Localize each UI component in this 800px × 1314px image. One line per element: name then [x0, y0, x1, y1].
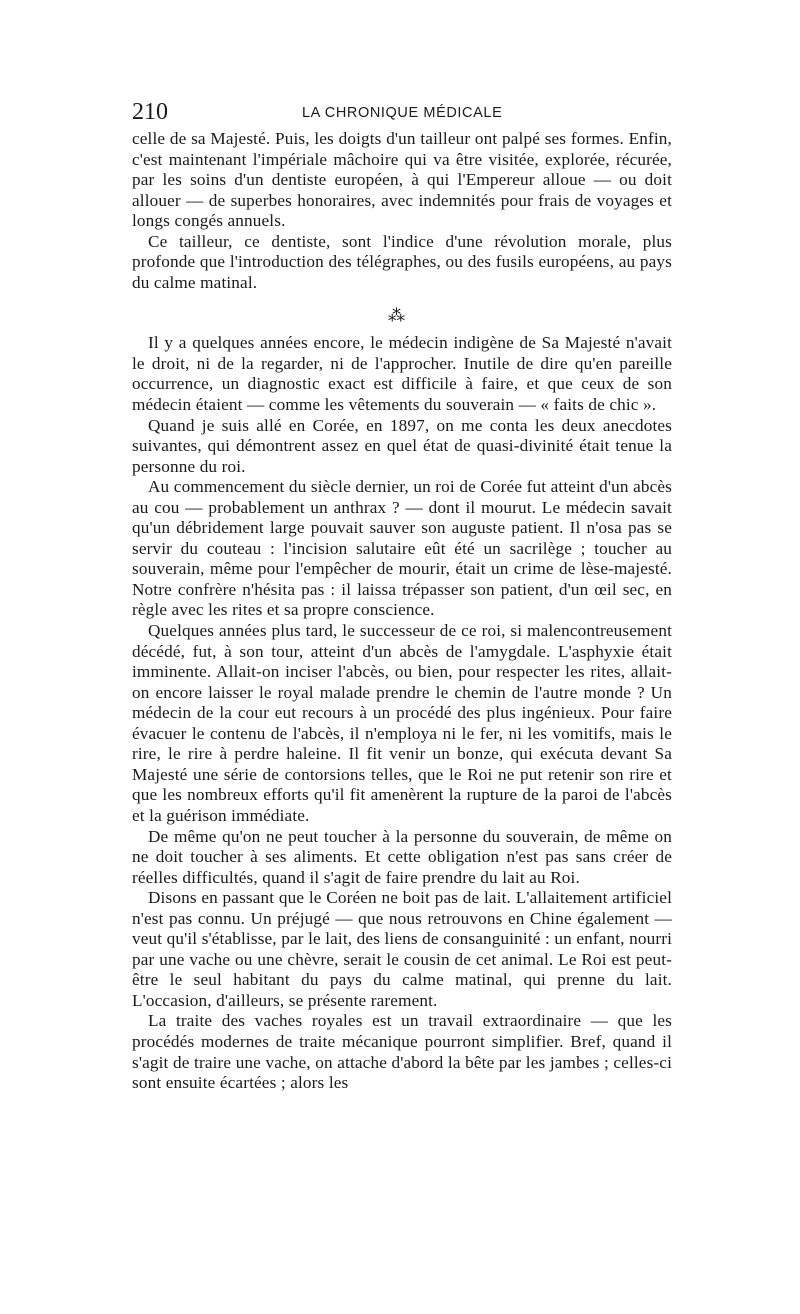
page-header [132, 98, 672, 126]
paragraph: Quand je suis allé en Corée, en 1897, on me conta les deux anecdotes suivantes, qui démontrent assez en quel état de quasi-divinité était tenue la personne du roi. [132, 415, 672, 476]
paragraph: Ce tailleur, ce dentiste, sont l'indice d'une révolution morale, plus profonde que l'introduction des télégraphes, ou des fusils européens, au pays du calme matinal. [132, 231, 672, 292]
running-title: LA CHRONIQUE MÉDICALE [302, 105, 503, 121]
body-text [132, 129, 672, 1094]
paragraph: Quelques années plus tard, le successeur de ce roi, si malencontreusement décédé, fut, à son tour, atteint d'un abcès de l'amygdale. L'asphyxie était imminente. Allait-on inciser l'abcès, ou bien, pour respecter les rites, allait-on encore laisser le royal malade prendre le chemin de l'autre monde ? Un médecin de la cour eut recours à un procédé des plus ingénieux. Pour faire évacuer le contenu de l'abcès, il n'employa ni le fer, ni les vomitifs, mais le rire, le rire à perdre haleine. Il fit venir un bonze, qui exécuta devant Sa Majesté une série de contorsions telles, que le Roi ne put retenir son rire et que les nombreux efforts qu'il fit amenèrent la rupture de la paroi de l'abcès et la guérison immédiate. [132, 621, 672, 825]
paragraph: De même qu'on ne peut toucher à la personne du souverain, de même on ne doit toucher à ses aliments. Et cette obligation n'est pas sans créer de réelles difficultés, quand il s'agit de faire prendre du lait au Roi. [132, 826, 672, 887]
paragraph: Au commencement du siècle dernier, un roi de Corée fut atteint d'un abcès au cou — probablement un anthrax ? — dont il mourut. Le médecin savait qu'un débridement large pouvait sauver son auguste patient. Il n'osa pas se servir du couteau : l'incision salutaire eût été un sacrilège ; toucher au souverain, même pour l'empêcher de mourir, était un crime de lèse-majesté. Notre confrère n'hésita pas : il laissa trépasser son patient, d'un œil sec, en règle avec les rites et sa propre conscience. [132, 477, 672, 620]
page-number: 210 [132, 99, 168, 125]
asterism-icon: ⁂ [388, 306, 406, 326]
paragraph: Disons en passant que le Coréen ne boit pas de lait. L'allaitement artificiel n'est pas connu. Un préjugé — que nous retrouvons en Chine également — veut qu'il s'établisse, par le lait, des liens de consanguinité : un enfant, nourri par une vache ou une chèvre, serait le cousin de cet animal. Le Roi est peut-être le seul habitant du pays du calme matinal, qui prenne du lait. L'occasion, d'ailleurs, se présente rarement. [132, 888, 672, 1010]
paragraph: Il y a quelques années encore, le médecin indigène de Sa Majesté n'avait le droit, ni de la regarder, ni de l'approcher. Inutile de dire qu'en pareille occurrence, un diagnostic exact est difficile à faire, et que ceux de son médecin étaient — comme les vêtements du souverain — « faits de chic ». [132, 333, 672, 415]
section-separator [132, 293, 672, 333]
book-page [132, 98, 672, 1094]
paragraph-continued: celle de sa Majesté. Puis, les doigts d'un tailleur ont palpé ses formes. Enfin, c'est maintenant l'impériale mâchoire qui va être visitée, explorée, récurée, par les soins d'un dentiste européen, à qui l'Empereur alloue — ou doit allouer — de superbes honoraires, avec indemnités pour frais de voyages et longs congés annuels. [132, 129, 672, 231]
paragraph: La traite des vaches royales est un travail extraordinaire — que les procédés modernes de traite mécanique pourront simplifier. Bref, quand il s'agit de traire une vache, on attache d'abord la bête par les jambes ; celles-ci sont ensuite écartées ; alors les [132, 1011, 672, 1093]
